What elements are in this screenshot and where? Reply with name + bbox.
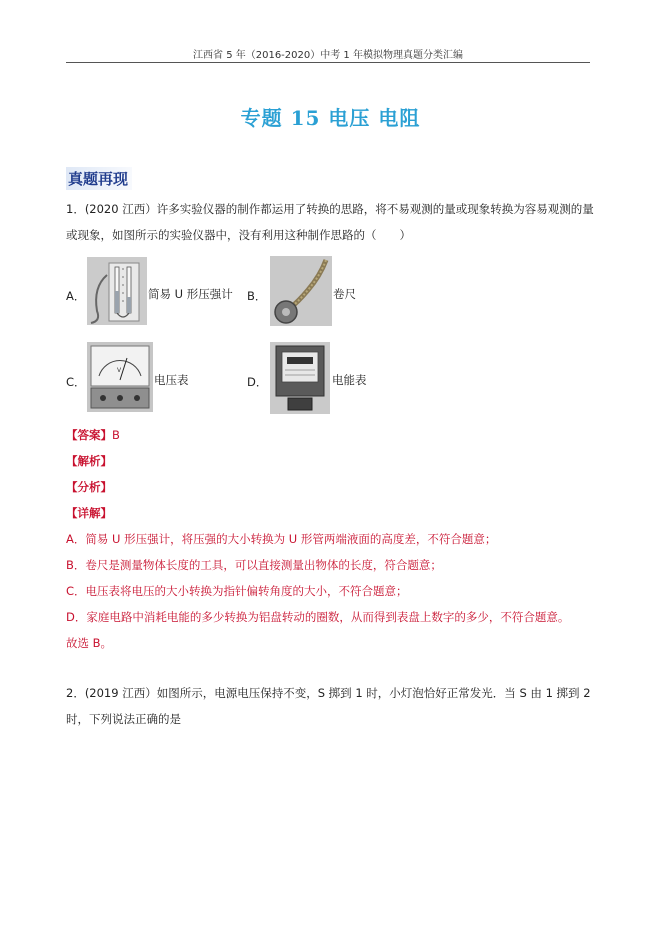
option-d-letter: D． <box>247 375 268 389</box>
svg-text:V: V <box>117 367 122 374</box>
page-title: 专题 15 电压 电阻 <box>240 106 421 130</box>
option-b-name: 卷尺 <box>333 287 356 301</box>
electricity-meter-photo <box>270 342 330 414</box>
detail-label: 【详解】 <box>66 506 112 520</box>
option-c-name: 电压表 <box>154 373 189 387</box>
answer-label: 【答案】 <box>66 428 112 442</box>
analysis-label: 【解析】 <box>66 454 112 468</box>
detail-line-b: B．卷尺是测量物体长度的工具，可以直接测量出物体的长度，符合题意； <box>66 558 442 572</box>
page-header: 江西省 5 年（2016-2020）中考 1 年模拟物理真题分类汇编 <box>193 50 463 61</box>
breakdown-label: 【分析】 <box>66 480 112 494</box>
tape-measure-photo <box>270 256 332 326</box>
section-heading: 真题再现 <box>66 167 132 190</box>
answer-value: B <box>112 428 120 442</box>
question-1-text: 1．(2020 江西）许多实验仪器的制作都运用了转换的思路，将不易观测的量或现象转换为容易观测的量或现象，如图所示的实验仪器中，没有利用这种制作思路的（ ） <box>66 202 594 242</box>
header-divider <box>66 62 590 63</box>
option-c-letter: C． <box>66 375 86 389</box>
option-d-name: 电能表 <box>332 373 367 387</box>
question-2-text: 2．(2019 江西）如图所示，电源电压保持不变，S 掷到 1 时，小灯泡恰好正常发光．当 S 由 1 掷到 2 时，下列说法正确的是 <box>66 686 591 726</box>
option-b-letter: B． <box>247 289 267 303</box>
voltmeter-photo <box>87 342 153 412</box>
detail-line-a: A．简易 U 形压强计，将压强的大小转换为 U 形管两端液面的高度差，不符合题意； <box>66 532 497 546</box>
answer-line <box>66 427 120 443</box>
option-a-name: 简易 U 形压强计 <box>148 287 233 301</box>
detail-line-c: C．电压表将电压的大小转换为指针偏转角度的大小，不符合题意； <box>66 584 408 598</box>
option-a-letter: A． <box>66 289 86 303</box>
detail-line-d: D．家庭电路中消耗电能的多少转换为铝盘转动的圈数，从而得到表盘上数字的多少，不符合题意。 <box>66 610 570 624</box>
conclusion-line: 故选 B。 <box>66 636 113 650</box>
u-tube-manometer-photo <box>87 257 147 325</box>
